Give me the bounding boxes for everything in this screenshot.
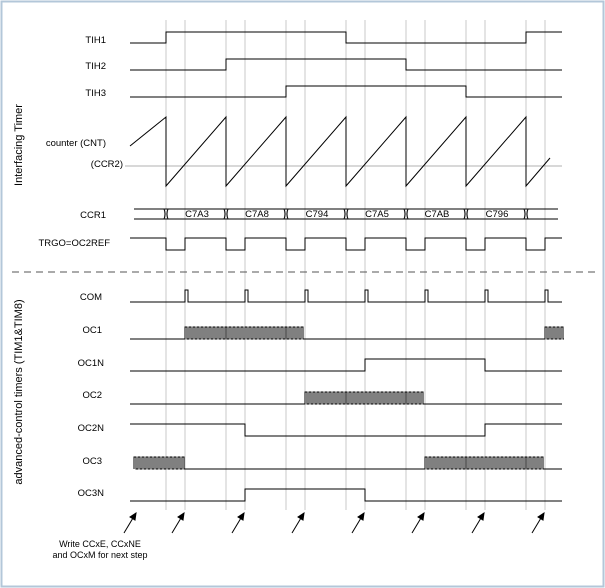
trgo-label: TRGO=OC2REF	[38, 238, 110, 249]
ccr1-value-6: C796	[485, 209, 509, 220]
oc3-label: OC3	[82, 456, 102, 467]
footnote-line-1: Write CCxE, CCxNE	[59, 539, 141, 549]
ccr1-label: CCR1	[80, 210, 106, 221]
advanced-timers-label: advanced-control timers (TIM1&TIM8)	[13, 299, 25, 485]
tih2-label: TIH2	[85, 61, 106, 72]
oc2n-label: OC2N	[77, 423, 104, 434]
ccr1-value-1: C7A3	[185, 209, 209, 220]
oc3n-label: OC3N	[77, 488, 104, 499]
footnote-line-2: and OCxM for next step	[52, 550, 148, 560]
ccr1-value-5: C7AB	[424, 209, 450, 220]
ccr1-value-2: C7A8	[245, 209, 269, 220]
interfacing-timer-label: Interfacing Timer	[13, 104, 25, 186]
oc2-label: OC2	[82, 390, 102, 401]
oc1-label: OC1	[82, 325, 102, 336]
oc1n-label: OC1N	[77, 358, 104, 369]
tih3-label: TIH3	[85, 88, 106, 99]
tih1-label: TIH1	[85, 35, 106, 46]
ccr2-label: (CCR2)	[90, 159, 123, 170]
counter-label: counter (CNT)	[45, 138, 106, 149]
ccr1-value-4: C7A5	[365, 209, 389, 220]
com-label: COM	[79, 292, 102, 303]
ccr1-value-3: C794	[305, 209, 329, 220]
